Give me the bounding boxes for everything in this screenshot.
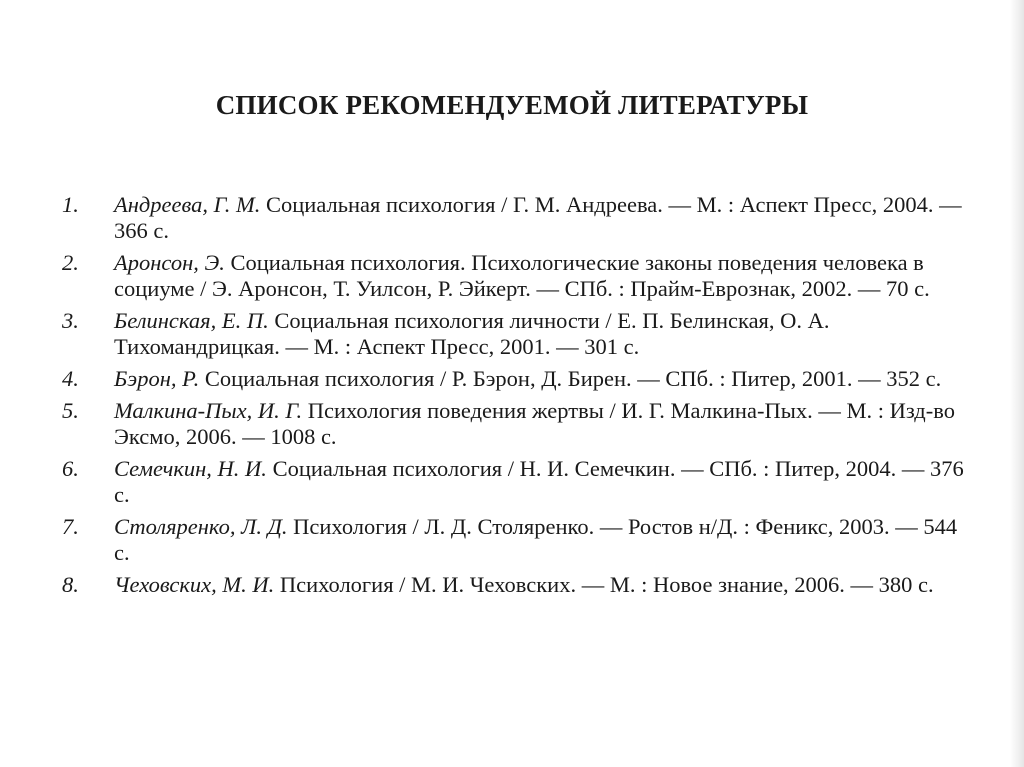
reference-text: Психология / Л. Д. Столяренко. — Ростов н/Д. : Феникс, 2003. — 544 с. (114, 514, 958, 565)
reference-number: 1. (62, 192, 79, 217)
reference-text: Социальная психология личности / Е. П. Белинская, О. А. Тихомандрицкая. — М. : Аспект Пресс, 2001. — 301 с. (114, 308, 830, 359)
reference-author: Семечкин, Н. И. (114, 456, 267, 481)
reference-item (62, 572, 972, 598)
reference-item (62, 308, 972, 360)
reference-text: Психология поведения жертвы / И. Г. Малкина-Пых. — М. : Изд-во Эксмо, 2006. — 1008 с. (114, 398, 955, 449)
reference-number: 6. (62, 456, 79, 481)
reference-item (62, 366, 972, 392)
reference-author: Чеховских, М. И. (114, 572, 275, 597)
reference-number: 4. (62, 366, 79, 391)
reference-list (62, 192, 972, 604)
reference-number: 3. (62, 308, 79, 333)
reference-number: 7. (62, 514, 79, 539)
reference-item (62, 250, 972, 302)
reference-author: Андреева, Г. М. (114, 192, 261, 217)
reference-number: 2. (62, 250, 79, 275)
reference-text: Социальная психология. Психологические законы поведения человека в социуме / Э. Аронсон, Т. Уилсон, Р. Эйкерт. — СПб. : Прайм-Еврознак, 2002. — 70 с. (114, 250, 930, 301)
reference-text: Социальная психология / Г. М. Андреева. — М. : Аспект Пресс, 2004. — 366 с. (114, 192, 962, 243)
slide-title: СПИСОК РЕКОМЕНДУЕМОЙ ЛИТЕРАТУРЫ (215, 90, 809, 120)
reference-author: Малкина-Пых, И. Г. (114, 398, 303, 423)
reference-item (62, 398, 972, 450)
reference-item (62, 514, 972, 566)
reference-number: 8. (62, 572, 79, 597)
reference-text: Социальная психология / Р. Бэрон, Д. Бирен. — СПб. : Питер, 2001. — 352 с. (199, 366, 942, 391)
reference-author: Аронсон, Э. (114, 250, 225, 275)
reference-item (62, 456, 972, 508)
reference-text: Психология / М. И. Чеховских. — М. : Новое знание, 2006. — 380 с. (274, 572, 934, 597)
reference-author: Белинская, Е. П. (114, 308, 269, 333)
reference-item (62, 192, 972, 244)
reference-author: Столяренко, Л. Д. (114, 514, 288, 539)
reference-author: Бэрон, Р. (114, 366, 200, 391)
reference-text: Социальная психология / Н. И. Семечкин. — СПб. : Питер, 2004. — 376 с. (114, 456, 964, 507)
reference-number: 5. (62, 398, 79, 423)
